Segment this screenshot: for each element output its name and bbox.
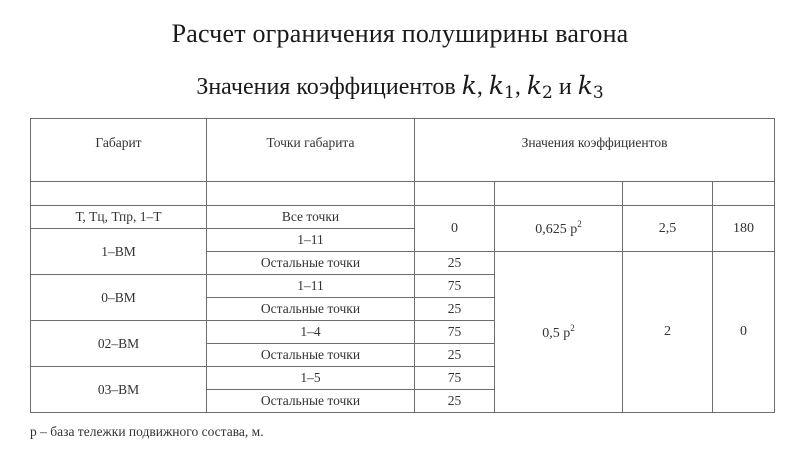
subtitle-and: и [558,74,572,100]
cell-k: 0 [415,206,495,252]
table-header-row [31,119,775,182]
cell-k: 25 [415,390,495,413]
merged-k2: 2 [623,252,713,413]
header-points: Точки габарита [207,119,415,182]
cell-points: Все точки [207,206,415,229]
slide-subtitle: Значения коэффициентов k, $k_1$, $k_2$ и $k_3$ [196,71,604,103]
cell-points: 1–4 [207,321,415,344]
cell-k: 25 [415,344,495,367]
cell-k: 25 [415,252,495,275]
subheader-cell [713,182,775,206]
cell-k: 75 [415,367,495,390]
coefficients-table [30,118,775,413]
cell-k3: 180 [713,206,775,252]
merged-k1: 0,5 $p^2$ [495,252,623,413]
cell-gabarit: 03–ВМ [31,367,207,413]
cell-k: 75 [415,321,495,344]
cell-points: Остальные точки [207,252,415,275]
cell-points: Остальные точки [207,344,415,367]
cell-points: 1–5 [207,367,415,390]
header-values: Значения коэффициентов [415,119,775,182]
table-row [31,206,775,229]
cell-gabarit: 1–ВМ [31,229,207,275]
subheader-cell [415,182,495,206]
cell-points: 1–11 [207,229,415,252]
cell-gabarit: 0–ВМ [31,275,207,321]
cell-gabarit: Т, Тц, Тпр, 1–Т [31,206,207,229]
coef-k: k [461,71,477,100]
header-gabarit: Габарит [31,119,207,182]
cell-points: 1–11 [207,275,415,298]
cell-gabarit: 02–ВМ [31,321,207,367]
cell-k: 75 [415,275,495,298]
cell-k2: 2,5 [623,206,713,252]
cell-points: Остальные точки [207,390,415,413]
slide-title: Расчет ограничения полуширины вагона [171,19,629,48]
subtitle-text: Значения коэффициентов [196,74,456,100]
coef-k1: $k_1$ [488,71,515,103]
table-subheader-row [31,182,775,206]
coef-k3: $k_3$ [577,71,604,103]
cell-points: Остальные точки [207,298,415,321]
subheader-cell [207,182,415,206]
footnote: р – база тележки подвижного состава, м. [30,424,264,439]
cell-k1: 0,625 $p^2$ [495,206,623,252]
merged-k3: 0 [713,252,775,413]
subheader-cell [495,182,623,206]
subheader-cell [31,182,207,206]
subheader-cell [623,182,713,206]
cell-k: 25 [415,298,495,321]
coef-k2: $k_2$ [526,71,553,103]
